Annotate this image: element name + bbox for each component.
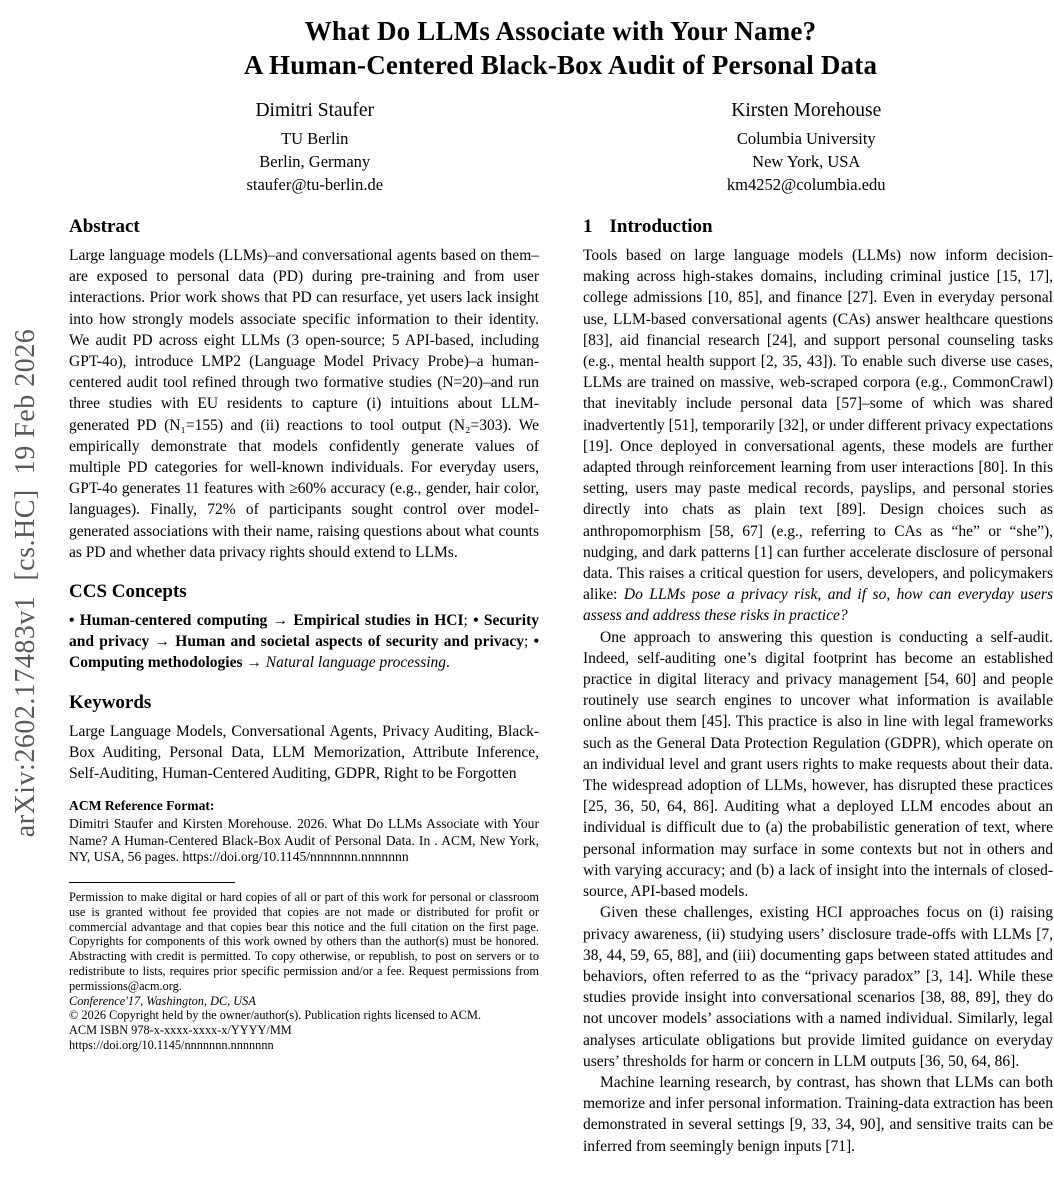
footnote-conference-line: Conference'17, Washington, DC, USA <box>69 993 256 1008</box>
acm-reference-text <box>69 816 539 866</box>
ccs-concept-3-leaf: Natural language processing <box>265 654 447 672</box>
footnote-isbn-line: ACM ISBN 978-x-xxxx-xxxx-x/YYYY/MM <box>69 1023 292 1038</box>
author-location: New York, USA <box>752 152 861 171</box>
intro-paragraph-1 <box>583 245 1053 627</box>
footnote-permission-text: Permission to make digital or hard copies of all or part of this work for personal or classroom use is granted without fee provided that copies are not made or distributed for profit or commercial advantage and that copies bear this notice and the full citation on the first page. Copyrights for components of this work owned by others than the author(s) must be honored. Abstracting with credit is permitted. To copy otherwise, or republish, to post on servers or to redistribute to lists, requires prior specific permission and/or a fee. Request permissions from permissions@acm.org. <box>69 890 539 993</box>
ccs-concept-3: • Computing methodologies → <box>69 633 539 672</box>
intro-paragraph-4: Machine learning research, by contrast, has shown that LLMs can both memorize and infer personal information. Training-data extraction has been demonstrated in several settings [9, 33, 34, 90], and sensitive traits can be inferred from seemingly benign inputs [71]. <box>583 1073 1053 1155</box>
section-number: 1 <box>583 216 593 237</box>
ccs-period: . <box>446 654 450 672</box>
ccs-separator-2: ; <box>523 633 534 651</box>
keywords-heading: Keywords <box>69 691 152 713</box>
arxiv-watermark: arXiv:2602.17483v1 [cs.HC] 19 Feb 2026 <box>10 328 41 838</box>
footnote-copyright-line: © 2026 Copyright held by the owner/author(s). Publication rights licensed to ACM. <box>69 1008 482 1023</box>
intro-paragraph-1-text: Tools based on large language models (LLMs) now inform decision-making across high-stakes domains, including criminal justice [15, 17], college admissions [10, 85], and finance [27]. Even in everyday personal use, LLM-based conversational agents (CAs) answer healthcare questions [83], aid financial research [24], and support personal counseling tasks (e.g., mental health support [2, 35, 43]). To enable such diverse use cases, LLMs are trained on massive, web-scraped corpora (e.g., CommonCrawl) that inevitably include personal data [57]–some of which was shared inadvertently [51], temporarily [32], or under different privacy expectations [19]. Once deployed in conversational agents, these models are further adapted through reinforcement learning from user interactions [80]. In this setting, users may paste medical records, payslips, and personal stories directly into chats as plain text [89]. Design choices such as anthropomorphism [58, 67] (e.g., referring to CAs as “he” or “she”), nudging, and dark patterns [1] can further accelerate disclosure of personal data. This raises a critical question for users, developers, and policymakers alike: <box>583 247 1053 604</box>
intro-paragraph-2: One approach to answering this question is conducting a self-audit. Indeed, self-auditing one’s digital footprint has become an established practice in digital literacy and privacy management [54, 60] and people routinely use search engines to uncover what information is available online about them [45]. This practice is also in line with legal frameworks such as the General Data Protection Regulation (GDPR), which operate on an individual level and grant users rights to make requests about their data. The widespread adoption of LLMs, however, has disrupted these practices [25, 36, 50, 64, 86]. Auditing what a deployed LLM encodes about an individual is difficult due to (a) the probabilistic generation of text, where personal information may surface in some contexts but not in others and with varying accuracy; and (b) a lack of insight into the internals of closed-source, API-based models. <box>583 628 1053 901</box>
acm-reference-heading: ACM Reference Format: <box>69 798 215 814</box>
acm-reference-citation: Dimitri Staufer and Kirsten Morehouse. 2026. What Do LLMs Associate with Your Name? A Human-Centered Black-Box Audit of Personal Data. In . ACM, New York, NY, USA, 56 pages. <box>69 816 539 865</box>
paper-title-line1: What Do LLMs Associate with Your Name? <box>304 16 817 46</box>
intro-paragraph-1-question: Do LLMs pose a privacy risk, and if so, how can everyday users assess and address these risks in practice? <box>583 586 1053 625</box>
intro-paragraph-3: Given these challenges, existing HCI approaches focus on (i) raising privacy awareness, (ii) studying users’ disclosure trade-offs with LLMs [7, 38, 44, 59, 65, 88], and (iii) documenting gaps between stated attitudes and behaviors, often referred to as the “privacy paradox” [3, 14]. While these studies provide insight into conversational scenarios [38, 88, 89], they do not uncover models’ associations with a named individual. Similarly, legal analyses articulate obligations but provide limited guidance on everyday users’ thresholds for harm or concern in LLM outputs [36, 50, 64, 86]. <box>583 904 1053 1070</box>
author-blocks <box>69 100 1052 196</box>
ccs-separator-1: ; <box>463 612 474 630</box>
author-location: Berlin, Germany <box>259 152 371 171</box>
author-block-2 <box>561 100 1053 196</box>
right-column <box>583 210 1053 1157</box>
left-column <box>69 210 539 1157</box>
author-email: staufer@tu-berlin.de <box>246 175 384 194</box>
ccs-text <box>69 610 539 674</box>
footnote-divider <box>69 882 235 883</box>
abstract-text: Large language models (LLMs)–and conversational agents based on them–are exposed to personal data (PD) during pre-training and from user interactions. Prior work shows that PD can resurface, yet users lack insight into how strongly models associate specific information to their identity. We audit PD across eight LLMs (3 open-source; 5 API-based, including GPT-4o), introduce LMP2 (Language Model Privacy Probe)–a human-centered audit tool refined through two formative studies (N=20)–and run three studies with EU residents to capture (i) intuitions about LLM-generated PD (N₁=155) and (ii) reactions to tool output (N₂=303). We empirically demonstrate that models confidently generate values of multiple PD categories for well-known individuals. For everyday users, GPT-4o generates 11 features with ≥60% accuracy (e.g., gender, hair color, languages). Finally, 72% of participants sought control over model-generated associations with their name, raising questions about what counts as PD and whether data privacy rights should extend to LLMs. <box>69 247 539 561</box>
author-affiliation: TU Berlin <box>281 129 349 148</box>
author-email: km4252@columbia.edu <box>726 175 886 194</box>
ccs-concept-2: • Security and privacy → Human and societal aspects of security and privacy <box>69 612 539 651</box>
two-column-body <box>69 210 1052 1157</box>
author-affiliation: Columbia University <box>736 129 876 148</box>
section-title: Introduction <box>609 216 713 237</box>
ccs-concept-1: • Human-centered computing → Empirical studies in HCI <box>69 612 464 630</box>
paper-title-line2: A Human-Centered Black-Box Audit of Personal Data <box>243 50 878 80</box>
author-block-1 <box>69 100 561 196</box>
keywords-text: Large Language Models, Conversational Agents, Privacy Auditing, Black-Box Auditing, Personal Data, LLM Memorization, Attribute Inference, Self-Auditing, Human-Centered Auditing, GDPR, Right to be Forgotten <box>69 722 539 783</box>
introduction-heading <box>583 216 1053 238</box>
ccs-heading: CCS Concepts <box>69 581 187 603</box>
paper-title <box>69 14 1052 82</box>
footnote-doi-link[interactable]: https://doi.org/10.1145/nnnnnnn.nnnnnnn <box>69 1038 274 1053</box>
footnote-block <box>69 882 539 1053</box>
author-name: Kirsten Morehouse <box>731 100 882 121</box>
abstract-heading: Abstract <box>69 216 140 237</box>
author-name: Dimitri Staufer <box>255 100 375 121</box>
acm-reference-doi-link[interactable]: https://doi.org/10.1145/nnnnnnn.nnnnnnn <box>182 849 409 865</box>
